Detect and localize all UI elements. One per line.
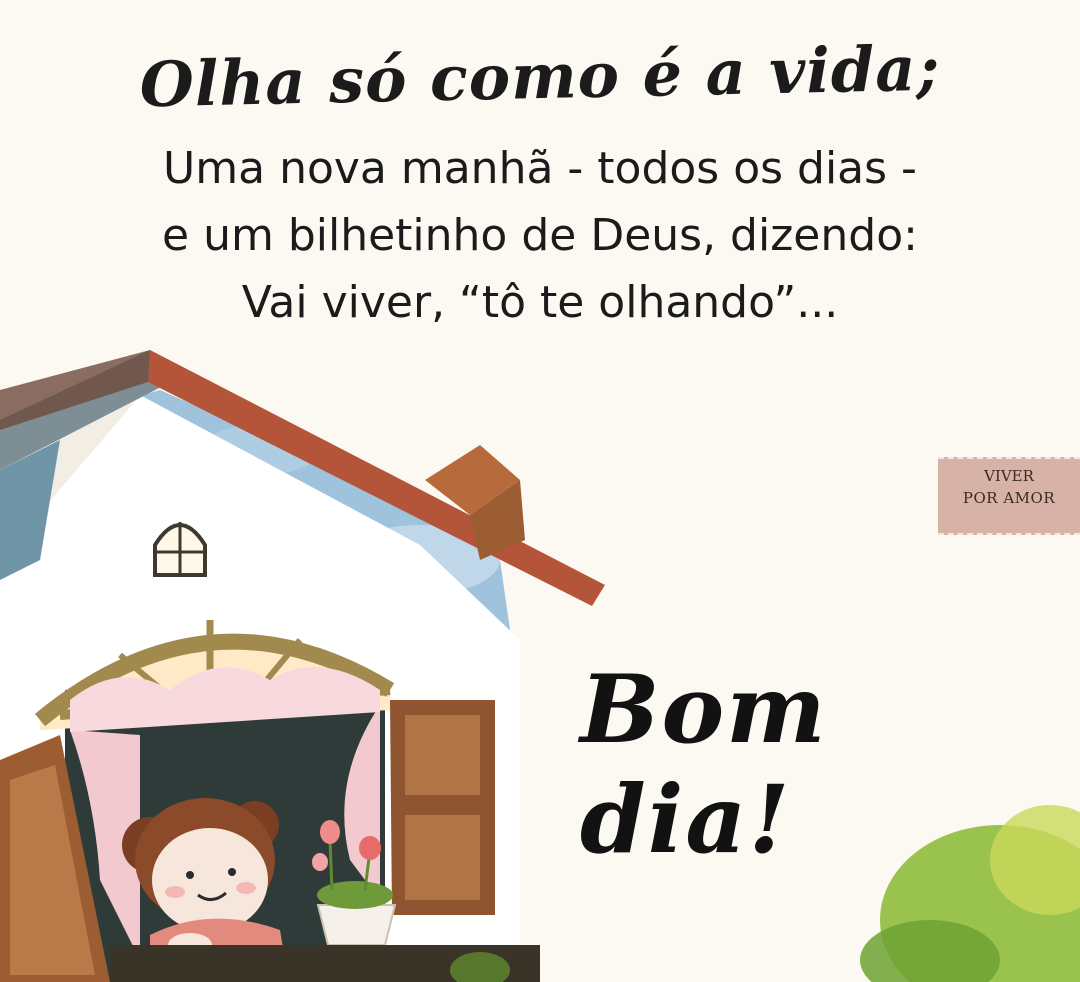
brand-tag-line-1: VIVER (984, 467, 1034, 485)
message-line-3: Vai viver, “tô te olhando”... (241, 277, 839, 328)
message-line-2: e um bilhetinho de Deus, dizendo: (162, 210, 918, 261)
headline: Olha só como é a vida; (138, 31, 942, 122)
brand-tag (938, 457, 1080, 535)
greeting-bom-dia: Bom dia! (580, 655, 828, 875)
brand-tag-line-2: POR AMOR (962, 489, 1056, 507)
message-line-1: Uma nova manhã - todos os dias - (163, 143, 917, 194)
